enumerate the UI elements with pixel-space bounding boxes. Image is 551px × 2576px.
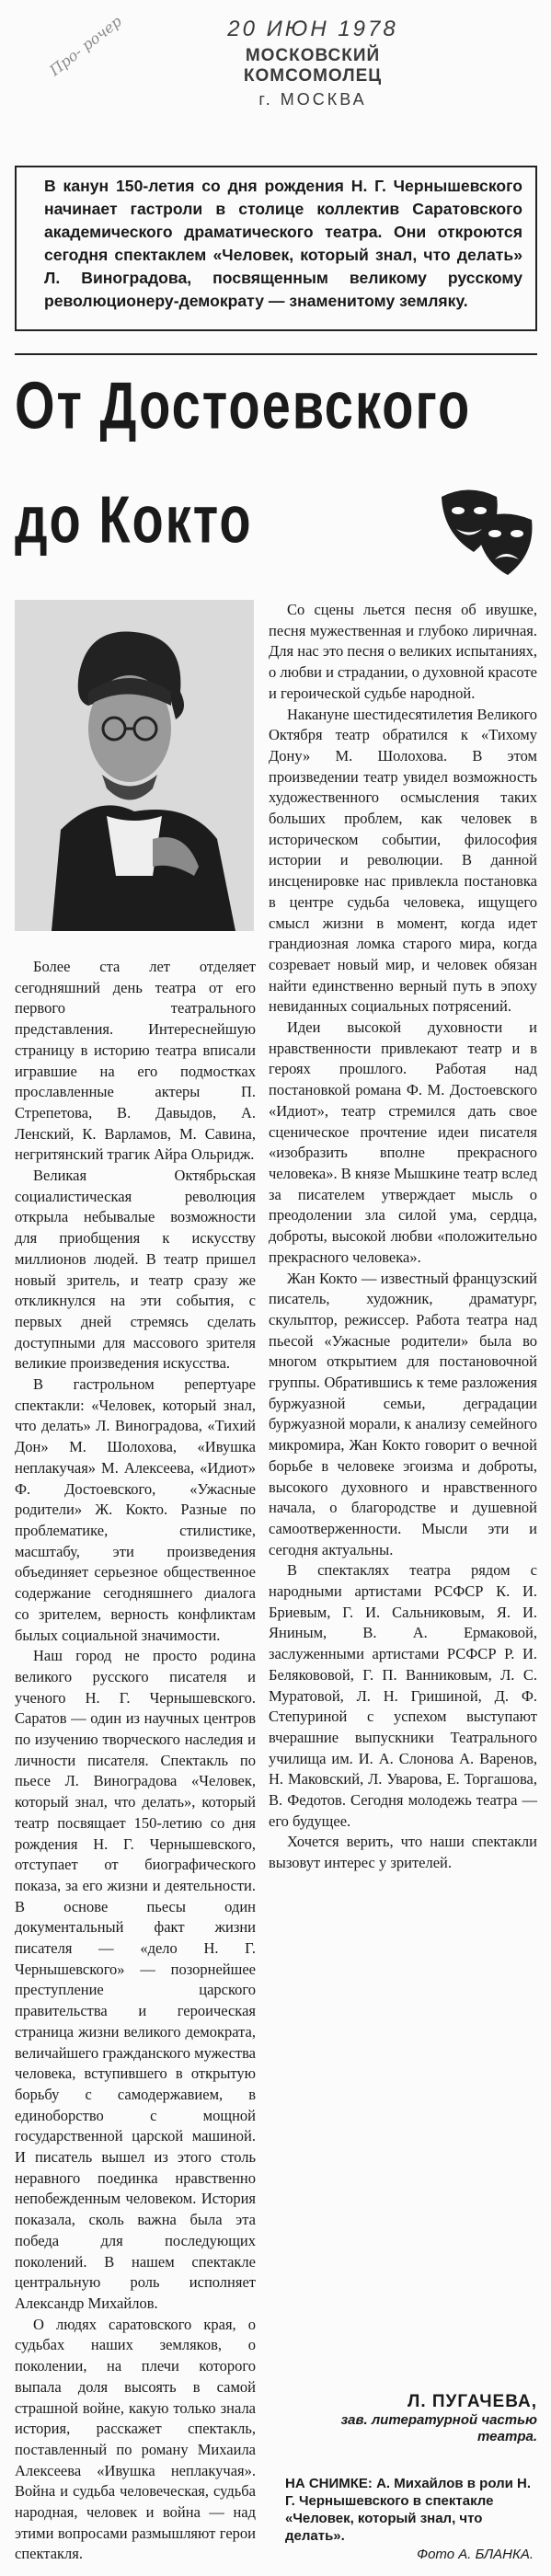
paragraph: Хочется верить, что наши спектакли вызовут интерес у зрителей.	[269, 1833, 537, 1872]
column-2	[269, 600, 537, 1874]
divider	[15, 353, 537, 355]
theatre-masks-icon	[432, 478, 543, 589]
author-signature	[304, 2392, 537, 2445]
clipping-stamp	[175, 17, 451, 109]
headline-line-2: до Кокто	[15, 481, 253, 558]
paragraph: Идеи высокой духовности и нравственности привлекают театр и в героях прошлого. Работая над постановкой романа Ф. М. Достоевского «Идиот», театр стремился дать свое сценическое прочтение идеи писателя «изобразить вполне прекрасного человека». В князе Мышкине театр вслед за писателем утверждает мысль о преодолении зла силой ума, сердца, доброты, высокой любви «положительно прекрасного человека».	[269, 1018, 538, 1266]
stamp-city: г. МОСКВА	[258, 90, 367, 109]
actor-photo	[15, 600, 254, 931]
paragraph: В спектаклях театра рядом с народными артистами РСФСР К. И. Бриевым, Г. И. Сальниковым, Я. И. Яниным, В. А. Ермаковой, заслуженными артистами РСФСР Р. И. Белякововой, Г. П. Ванниковым, Л. С. Муратовой, Л. Н. Гришиной, Д. Ф. Степуриной с успехом выступают вчерашние выпускники Театрального училища им. И. А. Слонова А. Варенов, Н. Маковский, Л. Уварова, Е. Торгашова, В. Федотов. Сегодня молодежь театра — его будущее.	[269, 1561, 537, 1830]
paragraph: Наш город не просто родина великого русского писателя и ученого Н. Г. Чернышевского. Саратов — один из научных центров по изучению творческого наследия и личности писателя. Спектакль по пьесе Л. Виноградова «Человек, который знал, что делать», который театр посвящает 150-летию со дня рождения Н. Г. Чернышевского, отступает от биографического показа, за его жизни и деятельности. В основе пьесы один документальный факт жизни писателя — «дело Н. Г. Чернышевского» — позорнейшее преступление царского правительства и героическая страница жизни великого демократа, величайшего гражданского мужества человека, вступившего в открытую борьбу с самодержавием, в единоборство с мощной государственной царской машиной. И писатель вышел из этого столь неравного поединка нравственно непобежденным человеком. История показала, сколь важна была эта победа для последующих поколений. В нашем спектакле центральную роль исполняет Александр Михайлов.	[15, 1647, 256, 2312]
headline-line-1: От Достоевского	[15, 367, 472, 443]
photo-credit: Фото А. БЛАНКА.	[417, 2547, 534, 2562]
author-name: Л. ПУГАЧЕВА,	[407, 2392, 537, 2411]
paragraph: Жан Кокто — известный французский писатель, художник, драматург, скульптор, режиссер. Работа театра над пьесой «Ужасные родители» была во многом открытием для постановочной группы. Обратившись к теме разложения буржуазной семьи, деградации буржуазной морали, к анализу семейного микромира, Жан Кокто говорит о вечной борьбе в человеке эгоизма и доброты, высокого духовного и нравственного начала, о благородстве и душевной самоотверженности. Мысли эти и сегодня актуальны.	[269, 1269, 537, 1558]
stamp-date: 20 ИЮН 1978	[227, 17, 398, 41]
paragraph: В гастрольном репертуаре спектакли: «Человек, который знал, что делать» Л. Виноградова, «Тихий Дон» М. Шолохова, «Ивушка неплакучая» М. Алексеева, «Идиот» Ф. Достоевского, «Ужасные родители» Ж. Кокто. Разные по проблематике, стилистике, масштабу, эти произведения объединяет серьезное общественное содержание сегодняшнего диалога со зрителем, верность конфликтам былых социальной значимости.	[15, 1375, 256, 1644]
handwritten-note: Про- рочер	[46, 12, 125, 80]
paragraph: Великая Октябрьская социалистическая революция открыла небывалые возможности для приобщения к искусству миллионов людей. В театр пришел новый зритель, и театр сразу же откликнулся на эти события, с первых дней стремясь сделать доступными для массового зрителя великие произведения искусства.	[15, 1167, 256, 1373]
paragraph: Более ста лет отделяет сегодняшний день театра от его первого театрального представления. Интереснейшую страницу в историю театра вписали игравшие на его подмостках прославленные актеры П. Стрепетова, В. Давыдов, А. Ленский, К. Варламов, М. Савина, негритянский трагик Айра Ольридж.	[15, 958, 256, 1164]
photo-caption: НА СНИМКЕ: А. Михайлов в роли Н. Г. Чернышевского в спектакле «Человек, который знал, что делать».	[285, 2476, 532, 2544]
lead-paragraph: В канун 150-летия со дня рождения Н. Г. Чернышевского начинает гастроли в столице коллектив Саратовского академического драматического театра. Они откроются сегодня спектаклем «Человек, который знал, что делать» Л. Виноградова, посвященным великому русскому революционеру-демократу — знаменитому земляку.	[44, 177, 522, 310]
paragraph: Со сцены льется песня об ивушке, песня мужественная и глубоко лиричная. Для нас это песня о великих испытаниях, о любви и страдании, о духовной красоте и героической судьбе народной.	[269, 601, 537, 702]
stamp-newspaper: МОСКОВСКИЙ КОМСОМОЛЕЦ	[243, 46, 383, 86]
column-1	[15, 957, 256, 2565]
paragraph: О людях саратовского края, о судьбах наших земляков, о поколении, на плечи которого выпала доля высоять в самой страшной войне, какую только знала история, расскажет спектакль, поставленный по роману Михаила Алексеева «Ивушка неплакучая». Война и судьба человеческая, судьба народная, человек и война — над этими вопросами размышляют герои спектакля.	[15, 2315, 256, 2563]
paragraph: Накануне шестидесятилетия Великого Октября театр обратился к «Тихому Дону» М. Шолохова. В этом произведении театр увидел возможность художественного осмысления таких больших проблем, как человек в историческом событии, философия истории и революции. В данной инсценировке нас привлекла постановка в центре судьба человека, ищущего смысл жизни в момент, когда идет грандиозная ломка старого мира, когда созревает новый мир, и человек обязан найти единственно верный путь в эпоху невиданных социальных потрясений.	[269, 705, 537, 1016]
author-role: зав. литературной частью театра.	[340, 2412, 537, 2444]
